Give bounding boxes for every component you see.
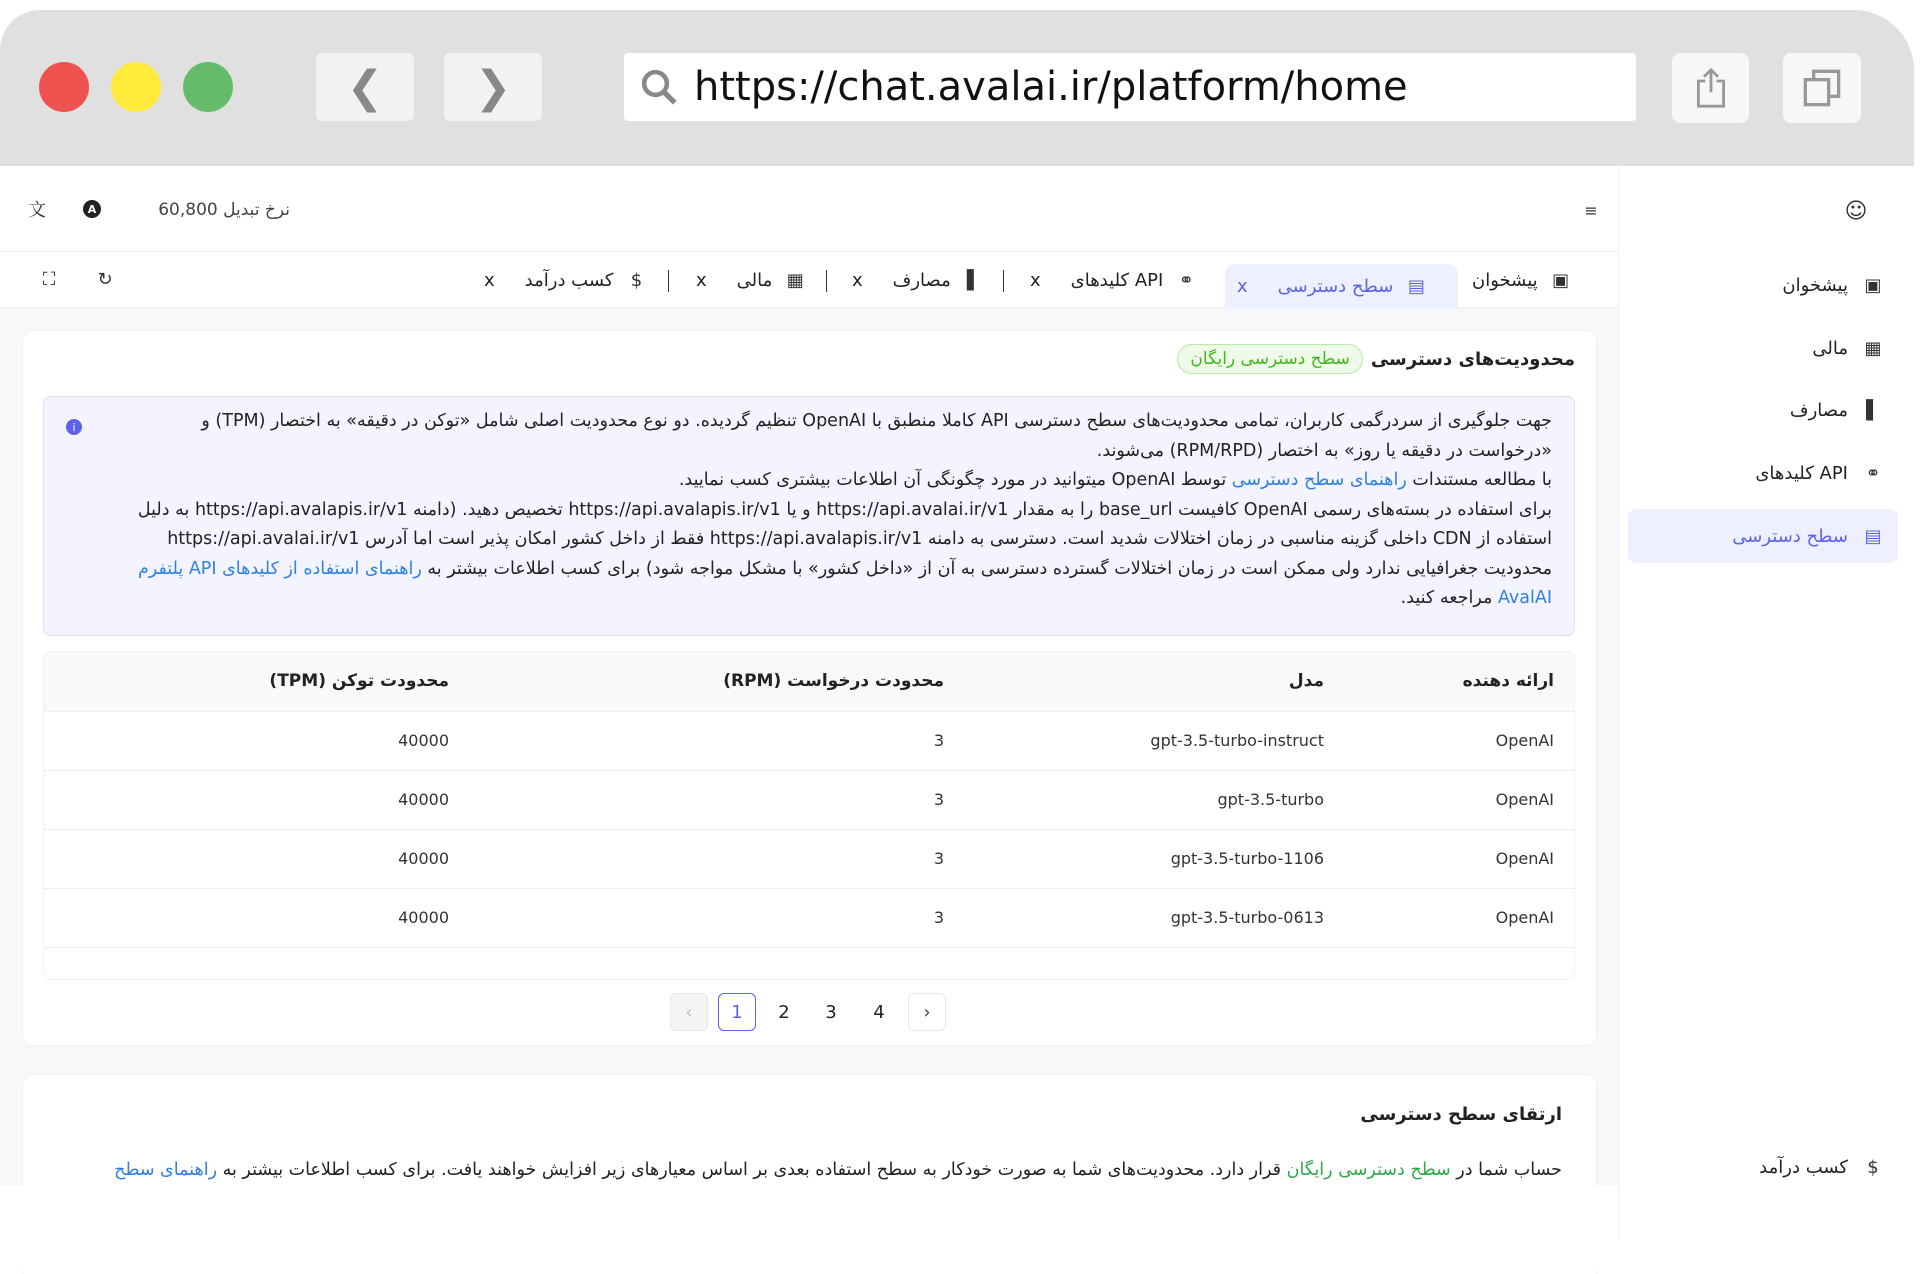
chevron-right-icon: ❯ xyxy=(474,61,512,113)
access-level-guide-link[interactable]: راهنمای سطح دسترسی xyxy=(1231,470,1407,490)
limits-header xyxy=(1177,344,1575,374)
info-text: جهت جلوگیری از سردرگمی کاربران، تمامی محدودیت‌های سطح دسترسی API کاملا منطبق با OpenAI تنظیم گردیده. دو نوع محدودیت اصلی شامل «توکن در دقیقه» به اختصار (TPM) و «درخواست در دقیقه یا روز» به اختصار (RPM/RPD) می‌شوند. با مطالعه مستندات راهنمای سطح دسترسی توسط OpenAI میتوانید در مورد چگونگی آن اطلاعات بیشتری کسب نمایید. برای استفاده در بسته‌های رسمی OpenAI کافیست base_url را به مقدار https://api.avalai.ir/v1 و یا https://api.avalapis.ir/v1 تخصیص دهید. (دامنه https://api.avalapis.ir/v1 به دلیل استفاده از CDN داخلی گزینه مناسبی در زمان اختلالات شدید است. دسترسی به دامنه https://api.avalapis.ir/v1 فقط از داخل کشور امکان پذیر است اما آدرس https://api.avalai.ir/v1 محدودیت جغرافیایی ندارد ولی ممکن است در زمان اختلالات گسترده دسترسی به آن از «داخل کشور» با مشکل مواجه شود) برای کسب اطلاعات بیشتر به راهنمای استفاده از کلیدهای API پلتفرم AvalAI مراجعه کنید. xyxy=(137,411,1552,608)
pagination-next-button[interactable]: › xyxy=(908,993,946,1031)
sidebar-item-finance[interactable]: مالی ▦ xyxy=(1628,321,1898,375)
provider-cell: OpenAI xyxy=(1324,711,1574,770)
table-row xyxy=(44,829,1574,888)
api-keys-guide-link[interactable]: راهنمای استفاده از کلیدهای API پلتفرم AvalAI xyxy=(137,558,1552,608)
model-cell: gpt-3.5-turbo-instruct xyxy=(944,711,1324,770)
info-icon: i xyxy=(66,419,82,435)
page-bottom xyxy=(0,1186,1618,1270)
column-header-model[interactable]: مدل xyxy=(944,652,1324,711)
rpm-cell: 3 xyxy=(449,711,944,770)
rpm-cell: 3 xyxy=(449,770,944,829)
tab-usage[interactable]: x مصارف ▌ xyxy=(840,252,997,308)
pagination-page-1[interactable]: 1 xyxy=(718,993,756,1031)
tab-divider xyxy=(826,270,827,292)
access-level-badge: سطح دسترسی رایگان xyxy=(1177,344,1362,374)
pagination-prev-button[interactable]: ‹ xyxy=(670,993,708,1031)
calculator-icon: ▦ xyxy=(1864,337,1882,359)
pagination-page-2[interactable]: 2 xyxy=(778,1001,790,1023)
tpm-cell: 40000 xyxy=(44,770,449,829)
upgrade-text: حساب شما در سطح دسترسی رایگان قرار دارد. محدودیت‌های شما به صورت خودکار به سطح استفاده بعدی بر اساس معیارهای زیر افزایش خواهند یافت. برای کسب اطلاعات بیشتر به راهنمای سطح xyxy=(114,1160,1562,1180)
tab-close-icon[interactable]: x xyxy=(484,269,495,291)
sidebar-item-access-level[interactable]: سطح دسترسی ▤ xyxy=(1628,509,1898,563)
maximize-window-button[interactable] xyxy=(183,62,233,112)
exchange-rate: نرخ تبدیل 60,800 xyxy=(158,200,290,220)
dashboard-icon: ▣ xyxy=(1864,274,1882,296)
sidebar-item-dashboard[interactable]: پیشخوان ▣ xyxy=(1628,258,1898,312)
tab-divider xyxy=(668,270,669,292)
provider-cell: OpenAI xyxy=(1324,829,1574,888)
table-row xyxy=(44,770,1574,829)
pagination-page-4[interactable]: 4 xyxy=(873,1001,885,1023)
plug-icon: ⚭ xyxy=(1178,269,1194,291)
sidebar-item-api-keys[interactable]: کلیدهای API ⚭ xyxy=(1628,446,1898,500)
access-level-icon: ▤ xyxy=(1864,525,1882,547)
fullscreen-icon[interactable]: ⛶ xyxy=(42,268,56,290)
translate-icon[interactable]: 文 xyxy=(28,200,46,221)
plug-icon: ⚭ xyxy=(1865,462,1881,484)
back-button[interactable] xyxy=(316,53,414,121)
share-button[interactable] xyxy=(1672,53,1749,123)
table-header-row xyxy=(44,652,1574,711)
table-row xyxy=(44,888,1574,947)
bar-chart-icon: ▌ xyxy=(966,269,981,291)
menu-collapse-icon[interactable]: ≡ xyxy=(1584,200,1598,220)
share-icon xyxy=(1694,67,1728,109)
tab-finance[interactable]: x مالی ▦ xyxy=(684,252,818,308)
tab-income[interactable]: x کسب درآمد $ xyxy=(472,252,659,308)
income-icon: $ xyxy=(630,269,643,291)
tabs-icon xyxy=(1802,68,1842,108)
tab-close-icon[interactable]: x xyxy=(852,269,863,291)
refresh-icon[interactable]: ↻ xyxy=(97,268,113,290)
chevron-left-icon: ❮ xyxy=(346,61,384,113)
url-text: https://chat.avalai.ir/platform/home xyxy=(694,64,1408,110)
tab-close-icon[interactable]: x xyxy=(696,269,707,291)
tab-close-icon[interactable]: x xyxy=(1237,275,1248,297)
minimize-window-button[interactable] xyxy=(111,62,161,112)
sidebar-item-usage[interactable]: مصارف ▌ xyxy=(1628,383,1898,437)
limits-title: محدودیت‌های دسترسی xyxy=(1370,348,1575,370)
info-alert xyxy=(43,396,1575,636)
sidebar xyxy=(1618,166,1920,1240)
column-header-rpm[interactable]: محدودت درخواست (RPM) xyxy=(449,652,944,711)
tab-bar xyxy=(0,252,1618,308)
tabs-button[interactable] xyxy=(1783,53,1861,123)
rpm-cell: 3 xyxy=(449,829,944,888)
tpm-cell: 40000 xyxy=(44,888,449,947)
address-bar[interactable] xyxy=(624,53,1636,121)
income-icon: $ xyxy=(1867,1156,1879,1178)
tab-dashboard[interactable]: پیشخوان ▣ xyxy=(1460,252,1584,308)
pagination-page-3[interactable]: 3 xyxy=(825,1001,837,1023)
tpm-cell: 40000 xyxy=(44,711,449,770)
table-spacer xyxy=(44,947,1574,980)
bar-chart-icon: ▌ xyxy=(1866,399,1880,421)
model-cell: gpt-3.5-turbo-0613 xyxy=(944,888,1324,947)
sidebar-item-income[interactable]: کسب درآمد $ xyxy=(1628,1140,1898,1194)
column-header-provider[interactable]: ارائه دهنده xyxy=(1324,652,1574,711)
tab-access-level[interactable]: x سطح دسترسی ▤ xyxy=(1225,264,1458,308)
calculator-icon: ▦ xyxy=(786,269,804,291)
access-level-guide-link[interactable]: راهنمای سطح xyxy=(114,1160,218,1180)
provider-cell: OpenAI xyxy=(1324,770,1574,829)
search-icon xyxy=(638,66,680,108)
model-cell: gpt-3.5-turbo xyxy=(944,770,1324,829)
user-profile-icon[interactable]: ☺ xyxy=(1844,198,1868,224)
tpm-cell: 40000 xyxy=(44,829,449,888)
limits-table xyxy=(43,651,1575,980)
account-badge-icon[interactable]: A xyxy=(83,200,101,218)
provider-cell: OpenAI xyxy=(1324,888,1574,947)
tab-divider xyxy=(1003,270,1004,292)
rpm-cell: 3 xyxy=(449,888,944,947)
tab-api-keys[interactable]: x کلیدهای API ⚭ xyxy=(1018,252,1209,308)
access-level-icon: ▤ xyxy=(1407,275,1425,297)
top-header xyxy=(0,166,1618,252)
table-row xyxy=(44,711,1574,770)
dashboard-icon: ▣ xyxy=(1552,269,1570,291)
forward-button[interactable] xyxy=(444,53,542,121)
model-cell: gpt-3.5-turbo-1106 xyxy=(944,829,1324,888)
close-window-button[interactable] xyxy=(39,62,89,112)
spacer-cell xyxy=(44,947,1574,980)
tab-close-icon[interactable]: x xyxy=(1030,269,1041,291)
column-header-tpm[interactable]: محدودت توکن (TPM) xyxy=(44,652,449,711)
upgrade-title: ارتقای سطح دسترسی xyxy=(1360,1104,1562,1125)
